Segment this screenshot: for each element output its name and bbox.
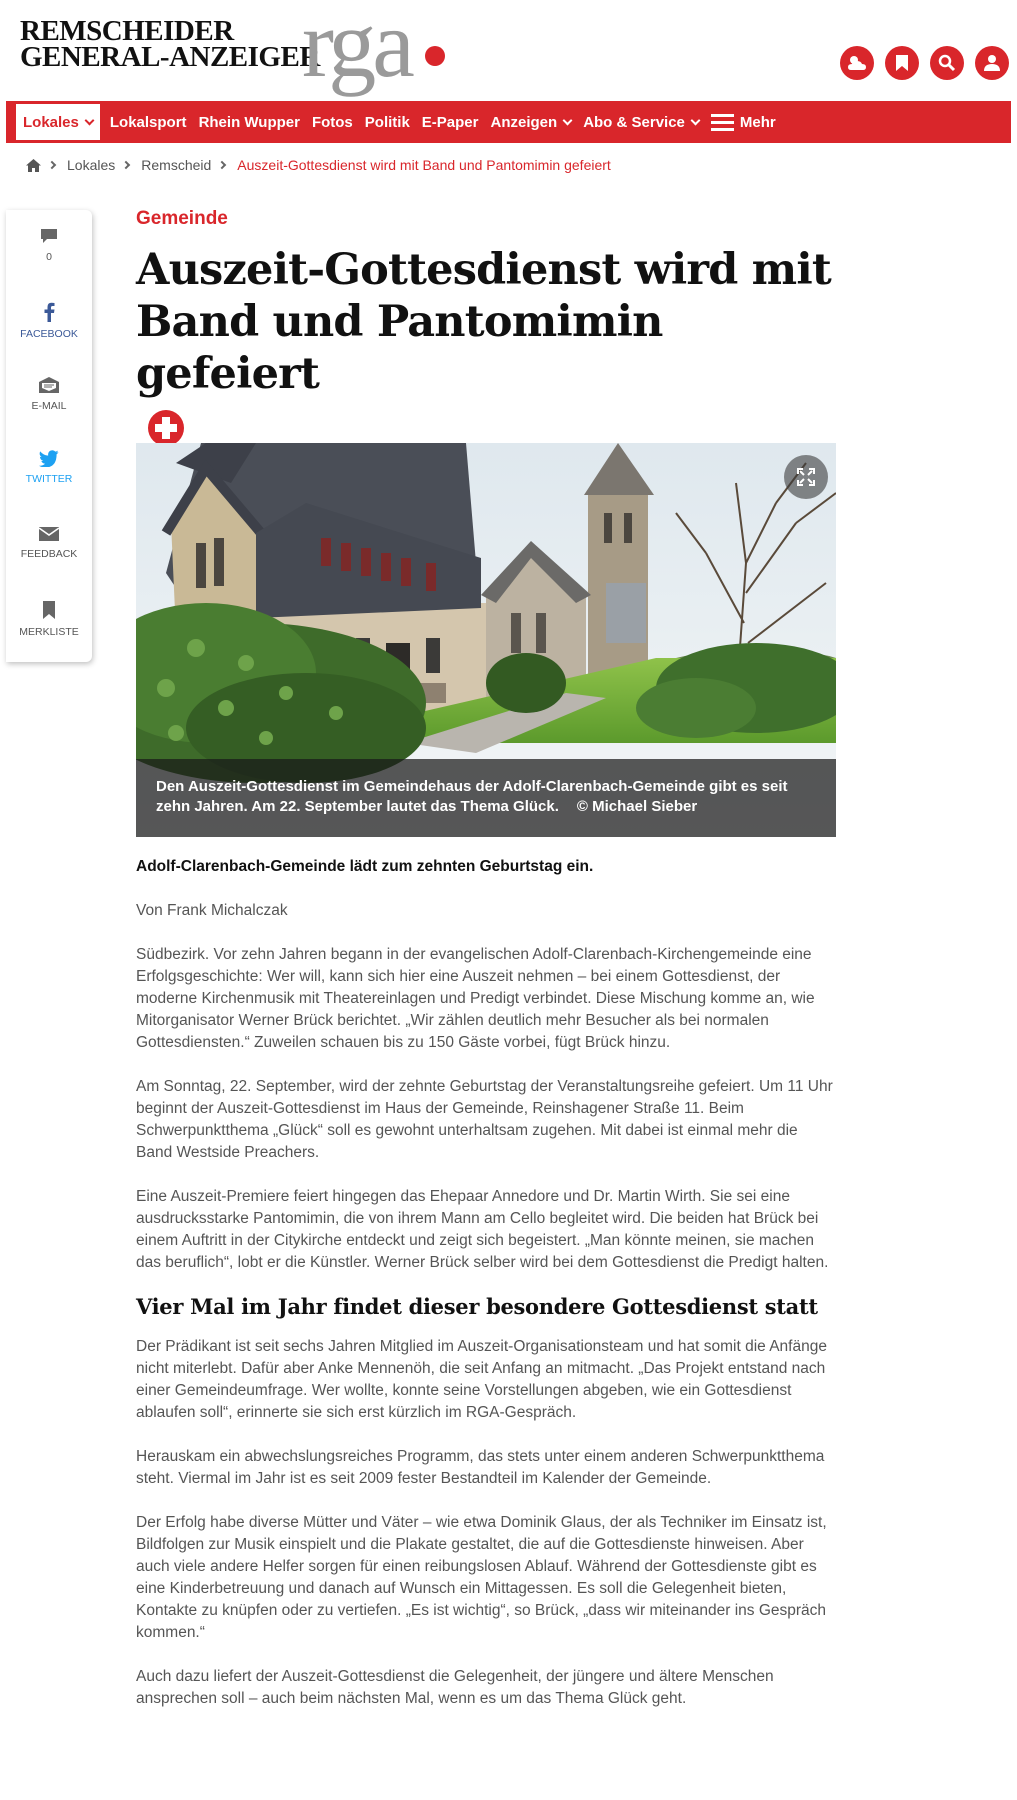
- chevron-down-icon: [84, 115, 94, 125]
- bookmark-icon[interactable]: [885, 46, 919, 80]
- nav-item-abo-service[interactable]: [577, 101, 705, 143]
- nav-item-mehr[interactable]: [705, 101, 782, 143]
- logo-dot: [425, 46, 445, 66]
- chevron-right-icon: [122, 161, 130, 169]
- article-paragraph: Auch dazu liefert der Auszeit-Gottesdienst die Gelegenheit, der jüngere und ältere Menschen ansprechen soll – auch beim nächsten Mal, wenn es um das Thema Glück geht.: [136, 1668, 774, 1707]
- comment-icon: [40, 228, 58, 245]
- share-label: E-MAIL: [31, 400, 67, 412]
- article-body: [136, 856, 836, 1732]
- breadcrumb-item[interactable]: Remscheid: [141, 157, 212, 173]
- chevron-down-icon: [563, 115, 573, 125]
- nav-item-politik[interactable]: Politik: [364, 113, 410, 131]
- main-nav: [6, 101, 1011, 143]
- share-feedback[interactable]: [6, 526, 92, 560]
- menu-icon: [711, 114, 734, 131]
- nav-item-lokales[interactable]: [16, 104, 100, 140]
- article-header: [136, 208, 836, 479]
- logo-line2: GENERAL-ANZEIGER: [20, 41, 320, 73]
- share-comments[interactable]: [6, 228, 92, 263]
- nav-item-anzeigen[interactable]: [485, 101, 578, 143]
- nav-label: Abo & Service: [583, 113, 685, 131]
- home-icon[interactable]: [26, 159, 41, 172]
- weather-icon[interactable]: [840, 46, 874, 80]
- nav-item-lokalsport[interactable]: Lokalsport: [109, 113, 187, 131]
- envelope-icon: [38, 526, 60, 542]
- article-paragraph: Südbezirk. Vor zehn Jahren begann in der evangelischen Adolf-Clarenbach-Kirchengemeinde eine Erfolgsgeschichte: Wer will, kann sich hier eine Auszeit nehmen – bei einem Gottesdienst, der moderne Kirchenmusik mit Theatereinlagen und Predigt verbindet. Diese Mischung komme an, wie Mitorganisator Werner Brück berichtet. „Wir zählen deutlich mehr Besucher als bei normalen Gottesdiensten.“ Zuweilen schauen bis zu 150 Gäste vorbei, fügt Brück hinzu.: [136, 946, 815, 1051]
- breadcrumb-current[interactable]: Auszeit-Gottesdienst wird mit Band und Pantomimin gefeiert: [237, 157, 611, 173]
- chevron-right-icon: [48, 161, 56, 169]
- expand-icon: [797, 468, 815, 486]
- fullscreen-button[interactable]: [784, 455, 828, 499]
- article-paragraph: Eine Auszeit-Premiere feiert hingegen das Ehepaar Annedore und Dr. Martin Wirth. Sie sei eine ausdrucksstarke Pantomimin, die von ihrem Mann am Cello begleitet wird. Die beiden hat Brück bei einem Auftritt in der Citykirche entdeckt und zeigt sich begeistert. „Man könnte meinen, sie machen das beruflich“, lobt er die Künstler. Werner Brück selber wird bei dem Gottesdienst die Predigt halten.: [136, 1188, 829, 1271]
- article-paragraph: Der Prädikant ist seit sechs Jahren Mitglied im Auszeit-Organisationsteam und hat somit die Anfänge nicht miterlebt. Dafür aber Anke Mennenöh, die seit Anfang an mitmacht. „Das Projekt entstand nach einer Gemeindeumfrage. Wer wollte, konnte seine Vorstellungen abgeben, wie ein Gottesdienst ablaufen soll“, erinnerte sie sich erst kürzlich im RGA-Gespräch.: [136, 1338, 827, 1421]
- share-email[interactable]: [6, 376, 92, 412]
- search-icon[interactable]: [930, 46, 964, 80]
- logo-line1: REMSCHEIDER: [20, 15, 234, 47]
- header-actions: [840, 46, 1009, 80]
- breadcrumb-item[interactable]: Lokales: [67, 157, 116, 173]
- chevron-right-icon: [218, 161, 226, 169]
- article-kicker: Gemeinde: [136, 208, 228, 229]
- article-subheading: Vier Mal im Jahr findet dieser besondere Gottesdienst statt: [136, 1294, 818, 1319]
- article-title: Auszeit-Gottesdienst wird mit Band und Pantomimin gefeiert: [136, 245, 831, 399]
- nav-label: Anzeigen: [490, 113, 558, 131]
- comments-count: 0: [46, 251, 52, 263]
- site-logo[interactable]: [20, 15, 320, 73]
- share-sidebar: [6, 210, 92, 662]
- share-label: FACEBOOK: [20, 328, 78, 340]
- twitter-icon: [39, 450, 59, 467]
- image-caption: [136, 759, 836, 837]
- image-credit: © Michael Sieber: [576, 798, 698, 815]
- caption-text: Den Auszeit-Gottesdienst im Gemeindehaus der Adolf-Clarenbach-Gemeinde gibt es seit zehn Jahren. Am 22. September lautet das Thema Glück.: [156, 778, 788, 815]
- share-label: FEEDBACK: [20, 548, 78, 560]
- nav-item-epaper[interactable]: E-Paper: [421, 113, 479, 131]
- share-watchlist[interactable]: [6, 600, 92, 638]
- article-paragraph: Der Erfolg habe diverse Mütter und Väter – wie etwa Dominik Glaus, der als Techniker im Einsatz ist, Bildfolgen zur Musik einspielt und die Plakate gestaltet, die auf die Gottesdienste hinweisen. Aber auch viele andere Helfer sorgen für einen reibungslosen Ablauf. Während der Gottesdienste gibt es eine Kinderbetreuung und danach auf Wunsch ein Mittagessen. Es soll die Gelegenheit bieten, Kontakte zu knüpfen oder zu vertiefen. „Es ist wichtig“, so Brück, „dass wir miteinander ins Gespräch kommen.“: [136, 1514, 827, 1641]
- breadcrumb: [26, 157, 611, 173]
- logo-rga[interactable]: rga: [302, 0, 411, 97]
- nav-label: Mehr: [739, 113, 776, 131]
- nav-item-rhein-wupper[interactable]: Rhein Wupper: [198, 113, 300, 131]
- article-image[interactable]: [136, 443, 836, 837]
- nav-item-fotos[interactable]: Fotos: [311, 113, 353, 131]
- chevron-down-icon: [690, 115, 700, 125]
- article-paragraph: Herauskam ein abwechslungsreiches Programm, das stets unter einem anderen Schwerpunktthema steht. Viermal im Jahr ist es seit 2009 fester Bestandteil im Kalender der Gemeinde.: [136, 1448, 825, 1487]
- facebook-icon: [43, 302, 55, 322]
- article-author: Von Frank Michalczak: [136, 902, 288, 919]
- email-icon: [38, 376, 60, 394]
- share-label: TWITTER: [25, 473, 73, 485]
- plus-icon: [148, 410, 184, 446]
- user-icon[interactable]: [975, 46, 1009, 80]
- share-twitter[interactable]: [6, 450, 92, 485]
- share-label: MERKLISTE: [19, 626, 79, 638]
- article-paragraph: Am Sonntag, 22. September, wird der zehnte Geburtstag der Veranstaltungsreihe gefeiert. Um 11 Uhr beginnt der Auszeit-Gottesdienst im Haus der Gemeinde, Reinshagener Straße 11. Beim Schwerpunktthema „Glück“ soll es gewohnt unterhaltsam zugehen. Mit dabei ist einmal mehr die Band Westside Preachers.: [136, 1078, 833, 1161]
- site-header: [0, 0, 1017, 100]
- share-facebook[interactable]: [6, 302, 92, 340]
- nav-label: Lokales: [23, 113, 79, 131]
- article-lead: Adolf-Clarenbach-Gemeinde lädt zum zehnten Geburtstag ein.: [136, 858, 594, 875]
- bookmark-icon: [42, 600, 56, 620]
